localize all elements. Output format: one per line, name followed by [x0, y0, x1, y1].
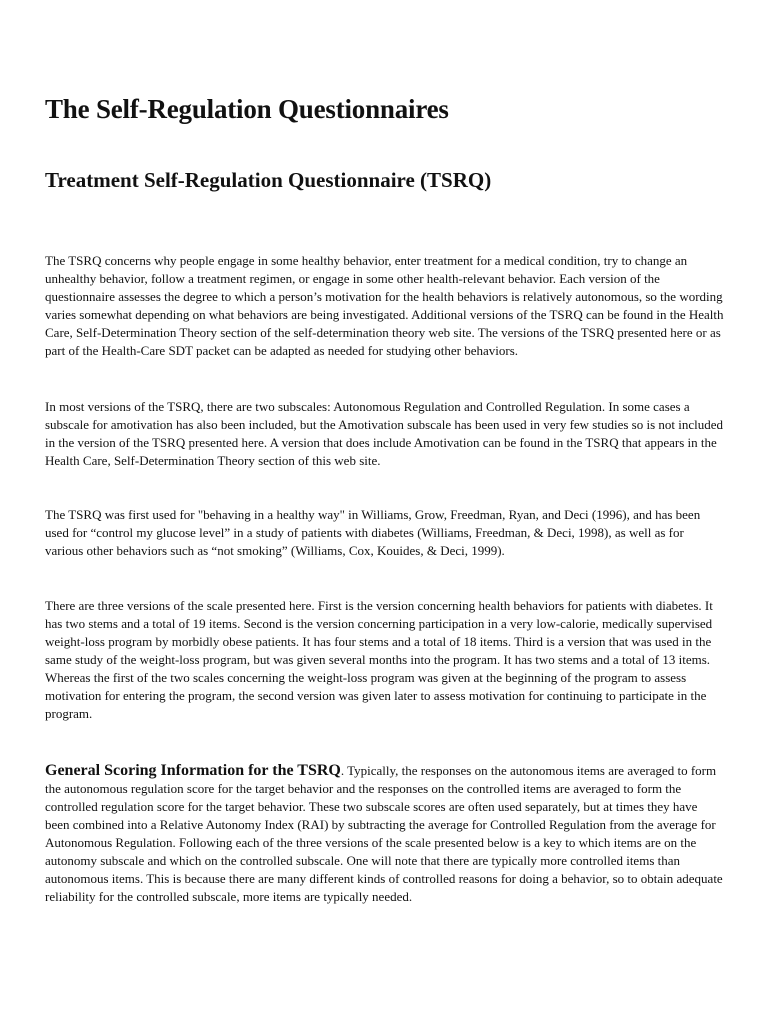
- paragraph-history: The TSRQ was first used for "behaving in a healthy way" in Williams, Grow, Freedman, Ryan, and Deci (1996), and has been used for “control my glucose level” in a study of patients with diabetes (Williams, Freedman, & Deci, 1998), as well as for various other behaviors such as “not smoking” (Williams, Cox, Kouides, & Deci, 1999).: [45, 507, 701, 558]
- scoring-text: . Typically, the responses on the autonomous items are averaged to form the autonomous regulation score for the target behavior and the responses on the controlled items are averaged to form the controlled regulation score for the target behavior. These two subscale scores are often used separately, but at times they have been combined into a Relative Autonomy Index (RAI) by subtracting the average for Controlled Regulation from the average for Autonomous Regulation. Following each of the three versions of the scale presented below is a key to which items are on the autonomy subscale and which on the controlled subscale. One will note that there are typically more controlled items than autonomous items. This is because there are many different kinds of controlled reasons for doing a behavior, so to obtain adequate reliability for the controlled subscale, more items are typically needed.: [45, 763, 723, 904]
- paragraph-versions: There are three versions of the scale presented here. First is the version concerning health behaviors for patients with diabetes. It has two stems and a total of 19 items. Second is the version concerning participation in a very low-calorie, medically supervised weight-loss program by morbidly obese patients. It has four stems and a total of 18 items. Third is a version that was used in the same study of the weight-loss program, but was given several months into the program. It has two stems and a total of 13 items. Whereas the first of the two scales concerning the weight-loss program was given at the beginning of the program to assess motivation for entering the program, the second version was given later to assess motivation for continuing to participate in the program.: [45, 598, 713, 721]
- page-title: The Self-Regulation Questionnaires: [45, 94, 449, 124]
- section-title: Treatment Self-Regulation Questionnaire (TSRQ): [45, 168, 492, 192]
- paragraph-subscales: In most versions of the TSRQ, there are two subscales: Autonomous Regulation and Controlled Regulation. In some cases a subscale for amotivation has also been included, but the Amotivation subscale has been used in very few studies so is not included in the version of the TSRQ presented here. A version that does include Amotivation can be found in the TSRQ that appears in the Health Care, Self-Determination Theory section of this web site.: [45, 399, 724, 468]
- paragraph-scoring: [45, 762, 725, 906]
- scoring-heading: General Scoring Information for the TSRQ: [45, 762, 341, 779]
- paragraph-intro: The TSRQ concerns why people engage in some healthy behavior, enter treatment for a medical condition, try to change an unhealthy behavior, follow a treatment regimen, or engage in some other health-relevant behavior. Each version of the questionnaire assesses the degree to which a person’s motivation for the health behaviors is relatively autonomous, so the wording varies somewhat depending on what behaviors are being investigated. Additional versions of the TSRQ can be found in the Health Care, Self-Determination Theory section of the self-determination theory web site. The versions of the TSRQ presented here or as part of the Health-Care SDT packet can be adapted as needed for studying other behaviors.: [45, 253, 724, 358]
